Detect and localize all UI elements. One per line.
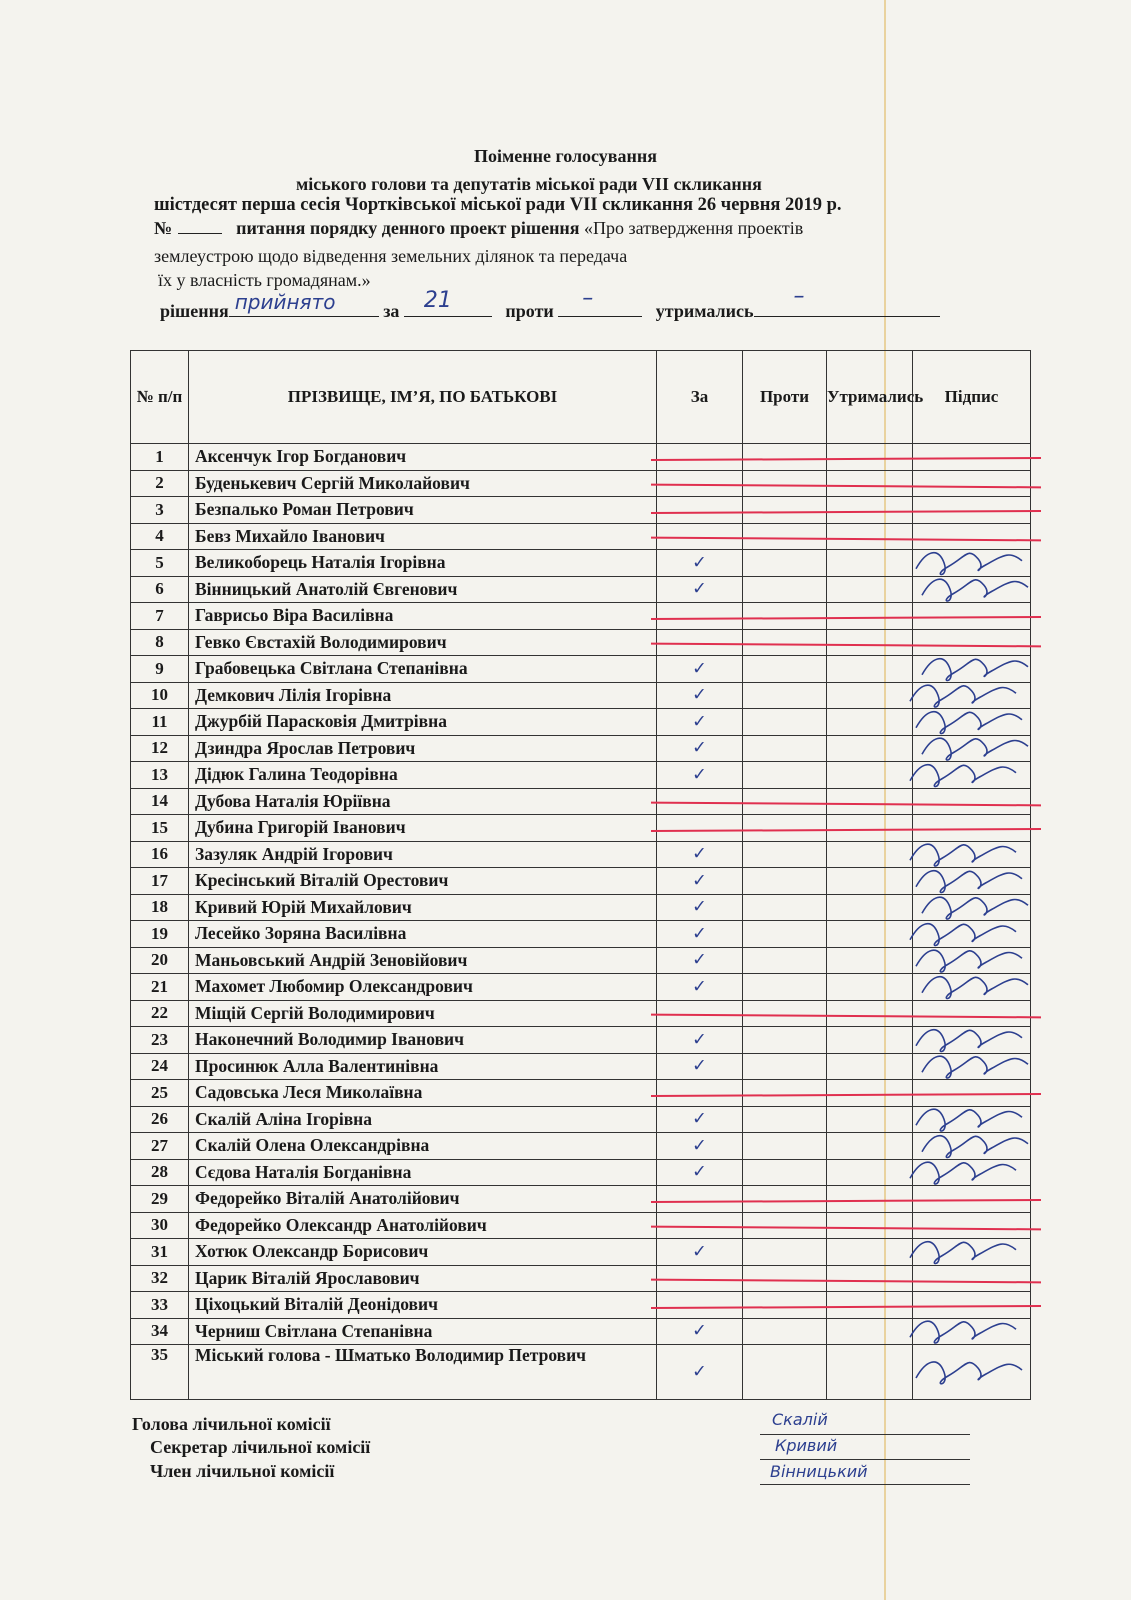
row-vote-for: ✓	[657, 1239, 743, 1266]
row-vote-against	[743, 444, 827, 471]
signature-scribble	[922, 738, 1028, 760]
row-number: 16	[131, 841, 189, 868]
row-vote-for	[657, 815, 743, 842]
row-number: 5	[131, 550, 189, 577]
signature-scribble	[916, 950, 1022, 972]
item-text-3: їх у власність громадянам.»	[158, 270, 371, 290]
row-number: 17	[131, 868, 189, 895]
item-number-blank	[178, 233, 222, 234]
row-name: Буденькевич Сергій Миколайович	[189, 470, 657, 497]
row-number: 27	[131, 1133, 189, 1160]
row-vote-against	[743, 470, 827, 497]
row-vote-against	[743, 974, 827, 1001]
row-name: Міський голова - Шматько Володимир Петрович	[189, 1345, 657, 1400]
row-number: 28	[131, 1159, 189, 1186]
table-row	[131, 470, 1031, 497]
signature-scribble	[910, 685, 1016, 707]
against-label: проти	[505, 301, 554, 321]
row-vote-against	[743, 497, 827, 524]
row-vote-for: ✓	[657, 894, 743, 921]
row-number: 25	[131, 1080, 189, 1107]
row-number: 20	[131, 947, 189, 974]
row-vote-for: ✓	[657, 1345, 743, 1400]
decision-blank	[229, 290, 379, 317]
signature-scribble	[922, 659, 1028, 681]
doc-title: Поіменне голосування	[473, 146, 658, 166]
header-against: Проти	[743, 351, 827, 444]
signature-scribble	[922, 1056, 1028, 1078]
footer-secretary: Секретар лічильної комісії	[150, 1437, 371, 1457]
row-name: Гевко Євстахій Володимирович	[189, 629, 657, 656]
row-vote-for: ✓	[657, 576, 743, 603]
row-vote-for	[657, 1292, 743, 1319]
row-vote-against	[743, 550, 827, 577]
row-number: 23	[131, 1027, 189, 1054]
row-vote-against	[743, 1318, 827, 1345]
signature-scribble	[910, 1242, 1016, 1264]
row-vote-against	[743, 576, 827, 603]
row-vote-for: ✓	[657, 1133, 743, 1160]
row-vote-for	[657, 497, 743, 524]
row-name: Вінницький Анатолій Євгенович	[189, 576, 657, 603]
row-name: Ціхоцький Віталій Деонідович	[189, 1292, 657, 1319]
signature-scribble	[922, 1136, 1028, 1158]
row-number: 8	[131, 629, 189, 656]
row-name: Черниш Світлана Степанівна	[189, 1318, 657, 1345]
row-name: Міщій Сергій Володимирович	[189, 1000, 657, 1027]
row-name: Федорейко Олександр Анатолійович	[189, 1212, 657, 1239]
decision-handwritten: прийнято	[234, 290, 336, 314]
row-vote-for: ✓	[657, 1318, 743, 1345]
against-handwritten: –	[582, 286, 594, 311]
item-text-2: землеустрою щодо відведення земельних ділянок та передача	[154, 246, 628, 266]
row-vote-against	[743, 921, 827, 948]
row-vote-against	[743, 1000, 827, 1027]
row-name: Аксенчук Ігор Богданович	[189, 444, 657, 471]
row-number: 11	[131, 709, 189, 736]
item-number-label: №	[154, 218, 173, 238]
head-signature: Скалій	[772, 1410, 828, 1429]
row-number: 32	[131, 1265, 189, 1292]
row-vote-against	[743, 947, 827, 974]
row-vote-against	[743, 735, 827, 762]
row-number: 14	[131, 788, 189, 815]
member-signature: Вінницький	[770, 1462, 868, 1481]
header-signature: Підпис	[913, 351, 1031, 444]
row-number: 13	[131, 762, 189, 789]
signature-scribble	[910, 1162, 1016, 1184]
row-number: 2	[131, 470, 189, 497]
row-name: Грабовецька Світлана Степанівна	[189, 656, 657, 683]
decision-label: рішення	[160, 301, 229, 321]
row-name: Царик Віталій Ярославович	[189, 1265, 657, 1292]
row-number: 35	[131, 1345, 189, 1400]
row-vote-against	[743, 1027, 827, 1054]
signature-scribble	[916, 871, 1022, 893]
header-for: За	[657, 351, 743, 444]
for-handwritten: 21	[423, 288, 452, 313]
row-vote-for	[657, 1186, 743, 1213]
for-blank	[404, 288, 492, 317]
row-number: 19	[131, 921, 189, 948]
row-number: 7	[131, 603, 189, 630]
signature-scribble	[916, 1362, 1022, 1384]
row-name: Федорейко Віталій Анатолійович	[189, 1186, 657, 1213]
row-number: 12	[131, 735, 189, 762]
row-vote-against	[743, 1265, 827, 1292]
signature-scribble	[922, 897, 1028, 919]
abstained-handwritten: –	[793, 284, 805, 309]
row-vote-against	[743, 762, 827, 789]
row-name: Зазуляк Андрій Ігорович	[189, 841, 657, 868]
signature-scribble	[910, 765, 1016, 787]
row-vote-for: ✓	[657, 682, 743, 709]
row-vote-against	[743, 603, 827, 630]
item-label: питання порядку денного проект рішення	[236, 218, 580, 238]
row-vote-against	[743, 815, 827, 842]
signature-scribble	[910, 924, 1016, 946]
row-vote-against	[743, 894, 827, 921]
row-name: Кривий Юрій Михайлович	[189, 894, 657, 921]
row-name: Бевз Михайло Іванович	[189, 523, 657, 550]
row-number: 29	[131, 1186, 189, 1213]
row-vote-for: ✓	[657, 762, 743, 789]
row-name: Великоборець Наталія Ігорівна	[189, 550, 657, 577]
row-name: Махомет Любомир Олександрович	[189, 974, 657, 1001]
abstained-label: утримались	[655, 301, 754, 321]
signature-scribbles	[870, 530, 1060, 1390]
signature-scribble	[916, 712, 1022, 734]
row-name: Хотюк Олександр Борисович	[189, 1239, 657, 1266]
signature-scribble	[916, 1109, 1022, 1131]
row-number: 15	[131, 815, 189, 842]
item-text-1: «Про затвердження проектів	[584, 218, 804, 238]
row-vote-for	[657, 444, 743, 471]
row-vote-for	[657, 1080, 743, 1107]
row-vote-against	[743, 1292, 827, 1319]
row-number: 4	[131, 523, 189, 550]
row-vote-against	[743, 868, 827, 895]
row-name: Скалій Аліна Ігорівна	[189, 1106, 657, 1133]
for-label: за	[383, 301, 400, 321]
row-vote-against	[743, 841, 827, 868]
row-number: 33	[131, 1292, 189, 1319]
row-name: Демкович Лілія Ігорівна	[189, 682, 657, 709]
footer-head: Голова лічильної комісії	[132, 1414, 331, 1434]
row-vote-for: ✓	[657, 1027, 743, 1054]
row-vote-against	[743, 656, 827, 683]
row-number: 18	[131, 894, 189, 921]
row-vote-against	[743, 1212, 827, 1239]
row-name: Дзиндра Ярослав Петрович	[189, 735, 657, 762]
row-vote-against	[743, 523, 827, 550]
table-header-row	[131, 351, 1031, 444]
row-vote-for: ✓	[657, 735, 743, 762]
row-vote-against	[743, 1080, 827, 1107]
row-vote-for: ✓	[657, 947, 743, 974]
row-name: Лесейко Зоряна Василівна	[189, 921, 657, 948]
row-vote-against	[743, 629, 827, 656]
header-abstained: Утримались	[827, 351, 913, 444]
row-vote-against	[743, 1159, 827, 1186]
against-blank	[558, 286, 642, 317]
signature-scribble	[916, 553, 1022, 575]
row-name: Гаврисьо Віра Василівна	[189, 603, 657, 630]
row-number: 10	[131, 682, 189, 709]
footer-member: Член лічильної комісії	[150, 1461, 335, 1481]
signature-scribble	[916, 1030, 1022, 1052]
row-vote-for: ✓	[657, 550, 743, 577]
row-number: 34	[131, 1318, 189, 1345]
row-name: Дубова Наталія Юріївна	[189, 788, 657, 815]
row-vote-against	[743, 1133, 827, 1160]
row-number: 1	[131, 444, 189, 471]
row-name: Кресінський Віталій Орестович	[189, 868, 657, 895]
agenda-item-line	[154, 218, 1044, 239]
signature-scribble	[922, 579, 1028, 601]
doc-subtitle: міського голови та депутатів міської ради VII скликання	[296, 174, 762, 194]
row-vote-for: ✓	[657, 974, 743, 1001]
secretary-signature: Кривий	[775, 1436, 838, 1455]
row-vote-against	[743, 709, 827, 736]
row-number: 6	[131, 576, 189, 603]
row-name: Джурбій Парасковія Дмитрівна	[189, 709, 657, 736]
row-vote-for: ✓	[657, 1159, 743, 1186]
row-number: 22	[131, 1000, 189, 1027]
row-name: Безпалько Роман Петрович	[189, 497, 657, 524]
row-signature	[913, 470, 1031, 497]
row-number: 30	[131, 1212, 189, 1239]
row-vote-for: ✓	[657, 1053, 743, 1080]
member-sig-line	[760, 1484, 970, 1485]
row-vote-against	[743, 1239, 827, 1266]
row-name: Просинюк Алла Валентинівна	[189, 1053, 657, 1080]
header-num: № п/п	[131, 351, 189, 444]
row-name: Дідюк Галина Теодорівна	[189, 762, 657, 789]
row-vote-for: ✓	[657, 656, 743, 683]
head-sig-line	[760, 1434, 970, 1435]
signature-scribble	[910, 1321, 1016, 1343]
row-vote-against	[743, 1345, 827, 1400]
row-number: 24	[131, 1053, 189, 1080]
row-name: Скалій Олена Олександрівна	[189, 1133, 657, 1160]
row-vote-against	[743, 788, 827, 815]
row-number: 26	[131, 1106, 189, 1133]
row-vote-for: ✓	[657, 921, 743, 948]
signature-scribble	[910, 844, 1016, 866]
row-name: Маньовський Андрій Зеновійович	[189, 947, 657, 974]
row-vote-for: ✓	[657, 868, 743, 895]
abstained-blank	[754, 284, 940, 317]
row-vote-for: ✓	[657, 841, 743, 868]
row-vote-for: ✓	[657, 709, 743, 736]
row-name: Наконечний Володимир Іванович	[189, 1027, 657, 1054]
signature-scribble	[922, 977, 1028, 999]
row-vote-abstained	[827, 470, 913, 497]
row-number: 9	[131, 656, 189, 683]
row-number: 21	[131, 974, 189, 1001]
header-name: ПРІЗВИЩЕ, ІМ’Я, ПО БАТЬКОВІ	[189, 351, 657, 444]
row-vote-against	[743, 1106, 827, 1133]
row-number: 31	[131, 1239, 189, 1266]
row-name: Дубина Григорій Іванович	[189, 815, 657, 842]
row-vote-against	[743, 1053, 827, 1080]
decision-line	[160, 284, 940, 322]
row-vote-against	[743, 682, 827, 709]
row-name: Сєдова Наталія Богданівна	[189, 1159, 657, 1186]
secretary-sig-line	[760, 1459, 970, 1460]
row-vote-for: ✓	[657, 1106, 743, 1133]
row-name: Садовська Леся Миколаївна	[189, 1080, 657, 1107]
row-vote-against	[743, 1186, 827, 1213]
row-number: 3	[131, 497, 189, 524]
doc-session: шістдесят перша сесія Чортківської міської ради VII скликання 26 червня 2019 р.	[154, 195, 842, 215]
row-vote-for	[657, 603, 743, 630]
